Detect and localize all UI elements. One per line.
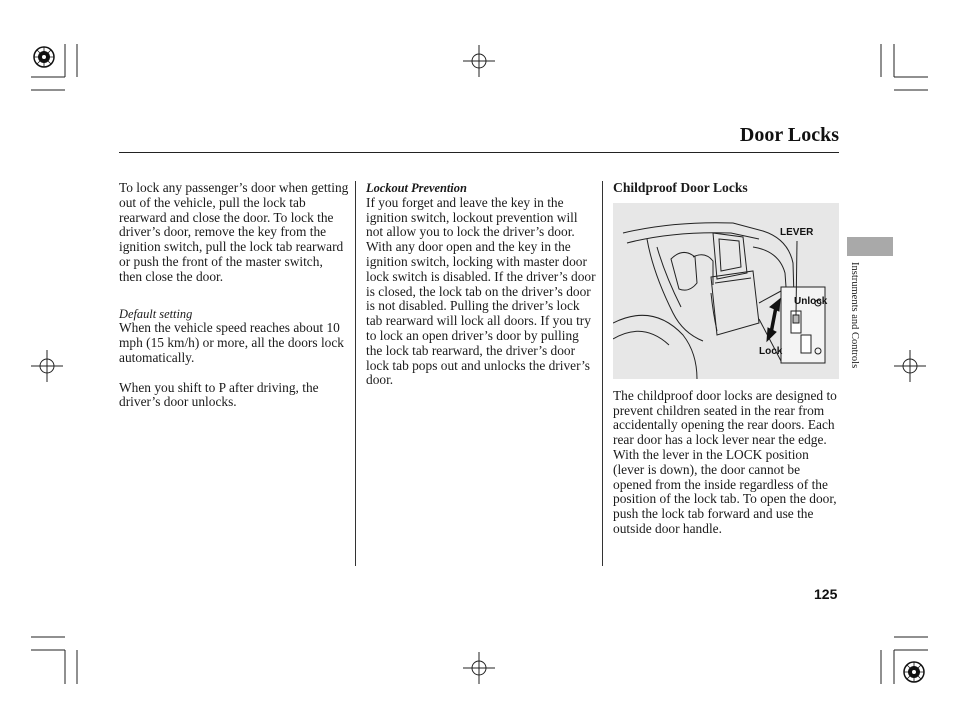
column-divider-2: [602, 181, 603, 566]
childproof-lock-illustration: [613, 203, 839, 379]
paragraph-lockout-prevention: If you forget and leave the key in the ignition switch, lockout prevention will not allow you to lock the driver’s door. With any door open and the key in the ignition switch, locking with master door lock switch is disabled. If the driver’s door is closed, the lock tab on the driver’s door is not disabled. Pulling the driver’s lock tab rearward will lock all doors. If you try to lock an open driver’s door by pulling the lock tab rearward, the driver’s door lock tab pops out and unlocks the driver’s door.: [366, 194, 596, 388]
paragraph-auto-lock: When the vehicle speed reaches about 10 mph (15 km/h) or more, all the doors lock automatically.: [119, 320, 344, 365]
section-label-vertical: Instruments and Controls: [849, 262, 860, 369]
subheading-default-setting: Default setting: [119, 306, 193, 321]
column-divider-1: [355, 181, 356, 566]
label-lever: LEVER: [780, 227, 814, 238]
header-rule: [119, 152, 839, 153]
page-number: 125: [814, 586, 838, 602]
label-unlock: Unlock: [794, 296, 828, 307]
heading-childproof-door-locks: Childproof Door Locks: [613, 180, 748, 195]
text-column-1: [119, 181, 349, 410]
subheading-lockout-prevention: Lockout Prevention: [366, 181, 467, 195]
section-tab-marker: [847, 237, 893, 256]
text-column-2: [366, 181, 596, 388]
label-lock: Lock: [759, 346, 783, 357]
paragraph-childproof-locks: The childproof door locks are designed to prevent children seated in the rear from accidentally opening the rear doors. Each rear door has a lock lever near the edge. With the lever in the LOCK position (lever is down), the door cannot be opened from the inside regardless of the position of the lock tab. To open the door, push the lock tab forward and use the outside door handle.: [613, 387, 837, 536]
page-title: Door Locks: [739, 124, 839, 146]
paragraph-locking-doors: To lock any passenger’s door when getting out of the vehicle, pull the lock tab rearward and close the door. To lock the driver’s door, remove the key from the ignition switch, pull the lock tab rearward or push the front of the master switch, then close the door.: [119, 180, 349, 284]
paragraph-auto-unlock: When you shift to P after driving, the driver’s door unlocks.: [119, 379, 319, 410]
